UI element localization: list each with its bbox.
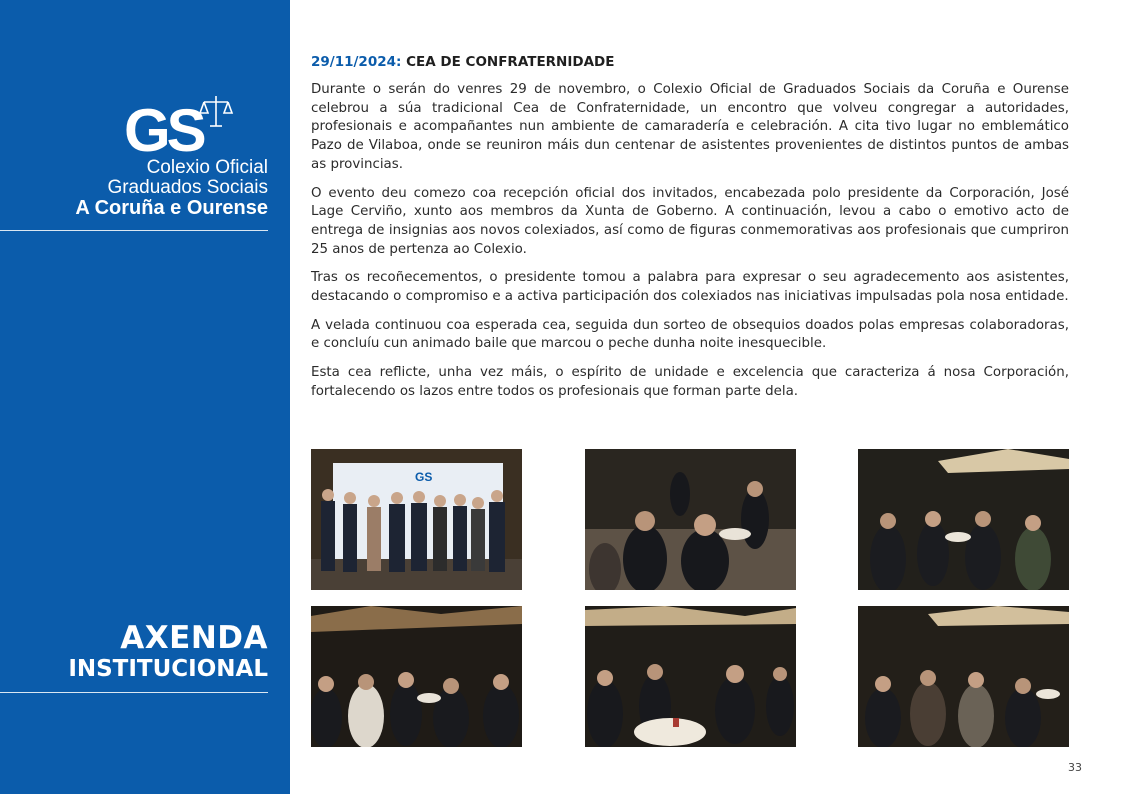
photo-garden-umbrellas [858,449,1069,590]
photo-cocktail-tables [585,606,796,747]
photo-group-portrait [311,449,522,590]
article-title: CEA DE CONFRATERNIDADE [406,54,615,70]
article-paragraph: Durante o serán do venres 29 de novembro, o Colexio Oficial de Graduados Sociais da Coruña e Ourense celebrou a súa tradicional Cea de Confraternidade, un encontro que volveu congregar a autoridades, profesionais e acompañantes nun ambiente de camaradería e celebración. A cita tivo lugar no emblemático Pazo de Vilaboa, onde se reuniron máis dun centenar de asistentes provenientes de distintos puntos de ambas as provincias. [311,82,1069,172]
article-heading [311,54,1069,70]
logo-monogram: GS [124,97,203,156]
photo-guests-chatting [858,606,1069,747]
logo-text-line-2: Graduados Sociais [107,177,268,198]
divider-bottom [0,692,268,693]
sidebar-panel [0,0,290,794]
article-paragraph: O evento deu comezo coa recepción oficial dos invitados, encabezada polo presidente da Corporación, José Lage Cerviño, xunto aos membros da Xunta de Goberno. A continuación, levou a cabo o emotivo acto de entrega de insignias aos novos colexiados, así como de figuras conmemorativas aos profesionais que cumpriron 25 anos de pertenza ao Colexio. [311,185,1069,257]
section-title-line-1: AXENDA [120,620,268,656]
article-paragraph: A velada continuou coa esperada cea, seguida dun sorteo de obsequios doados polas empresas colaboradoras, e concluíu cun animado baile que marcou o peche dunha noite inesquecible. [311,317,1069,352]
logo-text-line-3: A Coruña e Ourense [75,197,268,219]
photo-evening-gathering [311,606,522,747]
article-paragraph: Tras os recoñecementos, o presidente tomou a palabra para expresar o seu agradecemento aos asistentes, destacando o compromiso e a activa participación dos colexiados nas iniciativas impulsadas pola nosa entidade. [311,270,1069,305]
article [311,54,1069,412]
banner-logo-text: GS [415,470,433,484]
article-date: 29/11/2024: [311,54,402,70]
scales-of-justice-icon [200,96,232,126]
photo-reception-crowd [585,449,796,590]
logo-mark [124,96,234,156]
section-title-line-2: INSTITUCIONAL [68,656,268,682]
divider-top [0,230,268,231]
page-number: 33 [1068,761,1082,774]
article-paragraph: Esta cea reflicte, unha vez máis, o espírito de unidade e excelencia que caracteriza á nosa Corporación, fortalecendo os lazos entre todos os profesionais que forman parte dela. [311,365,1069,399]
logo-text-line-1: Colexio Oficial [146,157,268,178]
